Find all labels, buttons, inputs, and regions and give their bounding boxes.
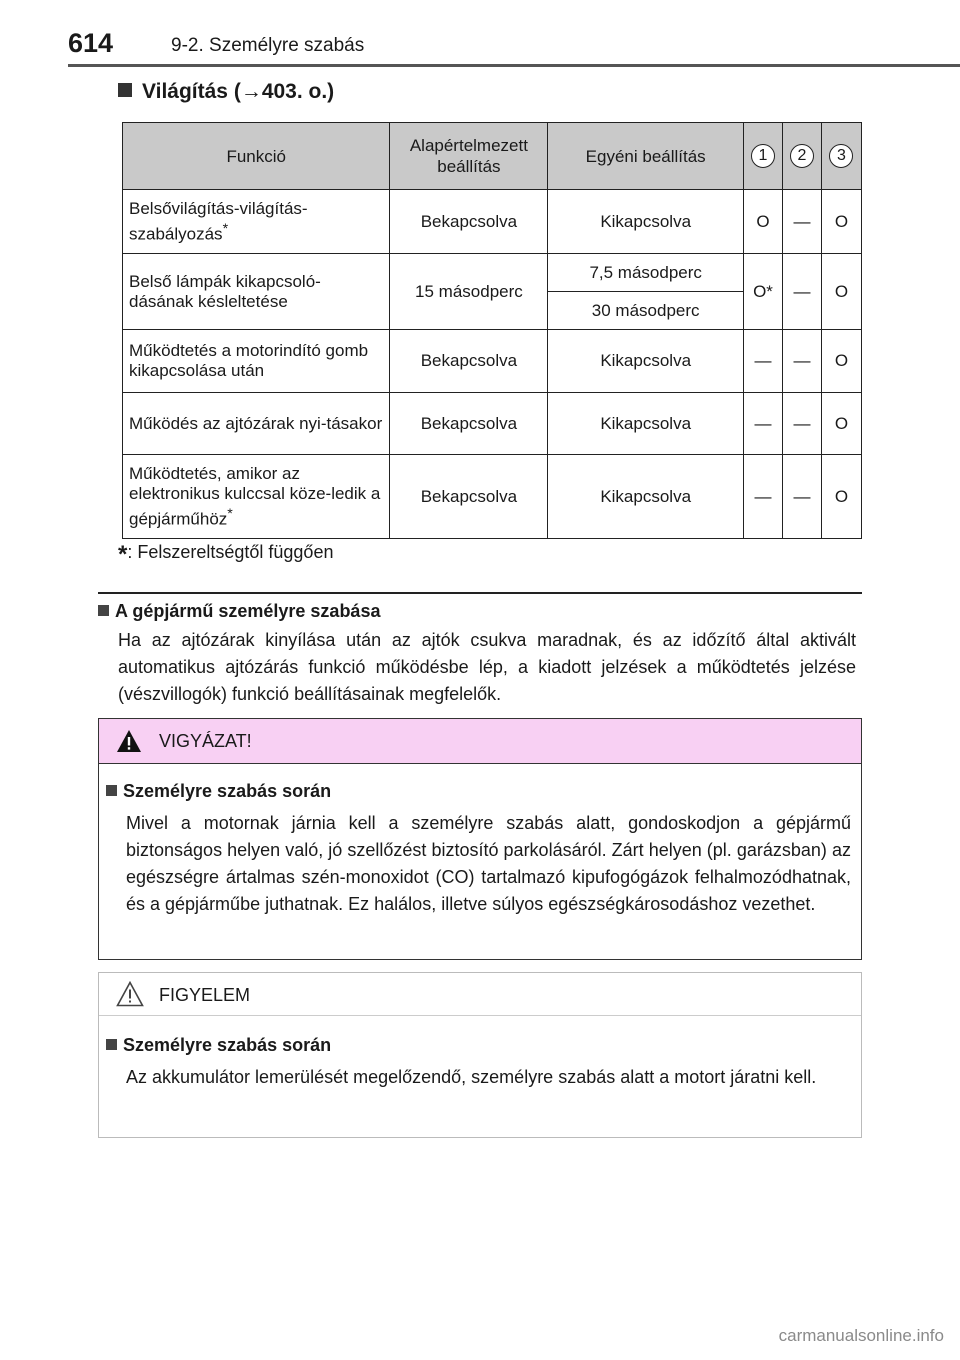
circled-2-icon: 2 — [790, 144, 814, 168]
cell-c3: O — [821, 330, 861, 393]
cell-default: 15 másodperc — [390, 254, 548, 330]
square-bullet-icon — [106, 1039, 117, 1050]
cell-c3: O — [821, 190, 861, 254]
cell-c1: O* — [744, 254, 783, 330]
watermark: carmanualsonline.info — [778, 1326, 944, 1345]
cell-custom-a: 7,5 másodperc — [548, 254, 744, 292]
cell-c2: — — [782, 330, 821, 393]
square-bullet-icon — [106, 785, 117, 796]
caution-text: Mivel a motornak járnia kell a személyre szabás alatt, gondoskodjon a gépjármű biztonságos helyen való, jó szellőzést biztosító parkolásáról. Zárt helyen (pl. garázsban) az egészségre ártalmas szén-monoxidot (CO) tartalmazó kipufogógázok felhalmozódhatnak, és a gépjárműbe juthatnak. Ez halálos, illetve súlyos egészségkárosodáshoz vezethet. — [126, 813, 851, 914]
table-row — [123, 190, 862, 254]
section-heading — [118, 80, 334, 104]
footnote-star: * — [118, 541, 128, 568]
cell-c1: O — [744, 190, 783, 254]
cell-c1: — — [744, 330, 783, 393]
cell-function: Működtetés, amikor az elektronikus kulccsal köze-ledik a gépjárműhöz* — [123, 455, 390, 539]
subsection-heading — [98, 601, 380, 622]
header-col-2 — [782, 123, 821, 190]
caution-title: VIGYÁZAT! — [159, 731, 252, 751]
section-divider — [98, 592, 862, 594]
caution-header — [99, 719, 861, 764]
cell-default: Bekapcsolva — [390, 393, 548, 455]
header-function: Funkció — [123, 123, 390, 190]
cell-custom: Kikapcsolva — [548, 393, 744, 455]
header-divider — [68, 64, 960, 67]
cell-function: Működés az ajtózárak nyi-tásakor — [123, 393, 390, 455]
cell-default: Bekapcsolva — [390, 330, 548, 393]
cell-c3: O — [821, 393, 861, 455]
table-header-row — [123, 123, 862, 190]
settings-table — [122, 122, 862, 539]
header-custom: Egyéni beállítás — [548, 123, 744, 190]
warning-icon — [116, 729, 142, 753]
header-col-1 — [744, 123, 783, 190]
header-default: Alapértelmezett beállítás — [390, 123, 548, 190]
caution-box — [98, 718, 862, 960]
notice-header — [99, 973, 861, 1016]
cell-c2: — — [782, 254, 821, 330]
page-header — [68, 28, 960, 68]
table-row — [123, 393, 862, 455]
subsection-title: A gépjármű személyre szabása — [115, 601, 381, 621]
cell-function: Működtetés a motorindító gomb kikapcsolása után — [123, 330, 390, 393]
page-number: 614 — [68, 28, 114, 58]
caution-subtitle: Személyre szabás során — [123, 781, 332, 801]
cell-c2: — — [782, 190, 821, 254]
subsection-text: Ha az ajtózárak kinyílása után az ajtók csukva maradnak, és az időzítő által aktivált automatikus ajtózárás funkció működésbe lép, a kiadott jelzések a működtetés jelzése (vészvillogók) funkció beállításainak megfelelők. — [118, 630, 856, 704]
notice-subheading — [106, 1035, 331, 1056]
cell-function: Belső lámpák kikapcsoló-dásának késleltetése — [123, 254, 390, 330]
cell-c1: — — [744, 455, 783, 539]
table-row — [123, 254, 862, 292]
table-footnote — [118, 541, 333, 569]
notice-title: FIGYELEM — [159, 985, 251, 1005]
footnote-marker: * — [222, 220, 229, 237]
table-row — [123, 455, 862, 539]
notice-box — [98, 972, 862, 1138]
table-row — [123, 330, 862, 393]
cell-c2: — — [782, 455, 821, 539]
cell-custom: Kikapcsolva — [548, 330, 744, 393]
cell-default: Bekapcsolva — [390, 190, 548, 254]
notice-subtitle: Személyre szabás során — [123, 1035, 332, 1055]
footnote-marker: * — [227, 505, 233, 522]
cell-c2: — — [782, 393, 821, 455]
cell-function: Belsővilágítás-világítás-szabályozás* — [123, 190, 390, 254]
notice-text: Az akkumulátor lemerülését megelőzendő, személyre szabás alatt a motort járatni kell. — [126, 1067, 817, 1087]
cell-custom: Kikapcsolva — [548, 455, 744, 539]
cell-custom: Kikapcsolva — [548, 190, 744, 254]
section-title: 9-2. Személyre szabás — [171, 35, 365, 56]
cell-custom-b: 30 másodperc — [548, 292, 744, 330]
section-heading-text: Világítás (→403. o.) — [142, 80, 335, 103]
circled-1-icon: 1 — [751, 144, 775, 168]
warning-outline-icon — [116, 981, 144, 1007]
square-bullet-icon — [118, 83, 132, 97]
caution-subheading — [106, 781, 331, 802]
circled-3-icon: 3 — [829, 144, 853, 168]
header-col-3 — [821, 123, 861, 190]
square-bullet-icon — [98, 605, 109, 616]
footnote-text: : Felszereltségtől függően — [127, 542, 334, 562]
cell-c3: O — [821, 254, 861, 330]
cell-default: Bekapcsolva — [390, 455, 548, 539]
cell-c1: — — [744, 393, 783, 455]
cell-c3: O — [821, 455, 861, 539]
